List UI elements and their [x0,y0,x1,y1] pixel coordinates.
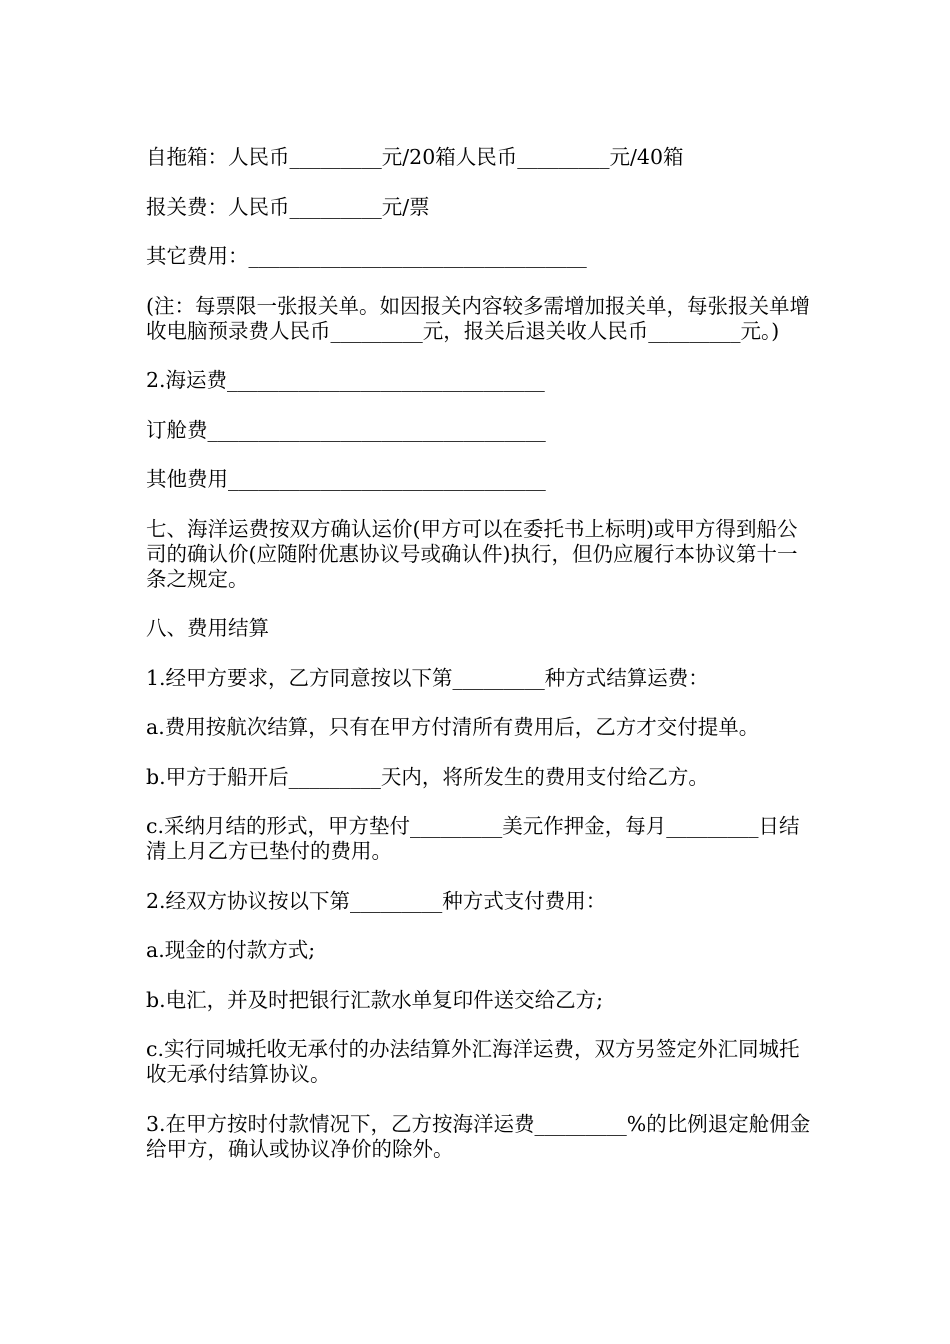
settlement-option-b: b.甲方于船开后_________天内，将所发生的费用支付给乙方。 [146,764,709,789]
settlement-option-c: c.采纳月结的形式，甲方垫付_________美元作押金，每月_________日结清上月乙方已垫付的费用。 [146,814,800,863]
section-heading-settlement: 八、费用结算 [146,616,269,640]
payment-method: 2.经双方协议按以下第_________种方式支付费用： [146,888,607,913]
settlement-option-a: a.费用按航次结算，只有在甲方付清所有费用后，乙方才交付提单。 [146,715,760,739]
payment-option-c: c.实行同城托收无承付的办法结算外汇海洋运费，双方另签定外汇同城托收无承付结算协议。 [146,1037,800,1086]
document-body [146,145,812,1186]
clause-seven: 七、海洋运费按双方确认运价(甲方可以在委托书上标明)或甲方得到船公司的确认价(应随附优惠协议号或确认件)执行，但仍应履行本协议第十一条之规定。 [146,516,798,591]
settlement-method: 1.经甲方要求，乙方同意按以下第_________种方式结算运费： [146,665,709,690]
ocean-freight: 2.海运费_______________________________ [146,368,545,392]
fee-other: 其它费用：_________________________________ [146,244,587,268]
other-fees: 其他费用_______________________________ [146,467,546,491]
fee-self-haul-container: 自拖箱：人民币_________元/20箱人民币_________元/40箱 [146,145,684,169]
payment-option-a: a.现金的付款方式; [146,938,316,962]
note-customs-declaration: (注：每票限一张报关单。如因报关内容较多需增加报关单，每张报关单增收电脑预录费人民币_________元，报关后退关收人民币_________元。) [146,293,810,343]
fee-customs-declaration: 报关费：人民币_________元/票 [146,194,430,219]
booking-fee: 订舱费_________________________________ [146,417,546,442]
commission-clause: 3.在甲方按时付款情况下，乙方按海洋运费_________%的比例退定舱佣金给甲方，确认或协议净价的除外。 [146,1111,811,1161]
payment-option-b: b.电汇，并及时把银行汇款水单复印件送交给乙方; [146,987,604,1012]
